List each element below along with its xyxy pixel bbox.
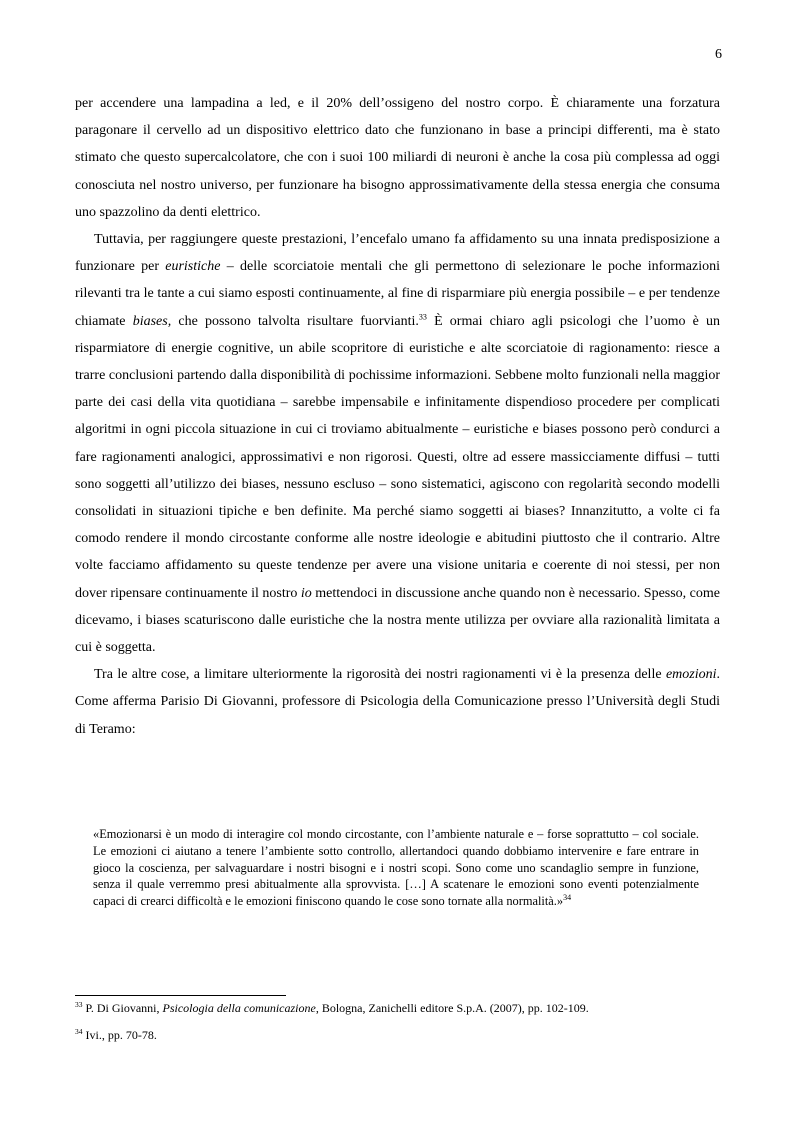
paragraph-2-seg-4: È ormai chiaro agli psicologi che l’uomo è un risparmiatore di energie cognitive, un abile scopritore di euristiche e alte scorciatoie di ragionamento: riesce a trarre conclusioni partendo dalla disponibilità di pochissime informazioni. Sebbene molto funzionali nella maggior parte dei casi della vita quotidiana – sarebbe impensabile e infinitamente dispendioso procedere per complicati algoritmi in ogni piccola situazione in cui ci troviamo abitualmente – euristiche e biases possono però condurci a fare ragionamenti analogici, approssimativi e non rigorosi. Questi, oltre ad essere massicciamente diffusi – tutti sono soggetti all’utilizzo dei biases, nessuno escluso – sono sistematici, agiscono con regolarità secondo modelli consolidati in situazioni tipiche e ben definite. Ma perché siamo soggetti ai biases? Innanzitutto, a volte ci fa comodo rendere il mondo circostante conforme alle nostre ideologie e abitudini piuttosto che il contrario. Altre volte facciamo affidamento su queste tendenze per avere una visione unitaria e coerente di noi stessi, per non dover ripensare continuamente il nostro bbox=[75, 313, 721, 601]
paragraph-3-seg-2: . Come afferma Parisio Di Giovanni, professore di Psicologia della Comunicazione presso l’Università degli Studi di Teramo: bbox=[75, 667, 720, 737]
footnote-number: 33 bbox=[75, 1000, 83, 1009]
footnote-34 bbox=[75, 1026, 720, 1044]
paragraph-2-seg-2: – delle scorciatoie mentali che gli permettono di selezionare le poche informazioni rilevanti tra le tante a cui siamo esposti continuamente, al fine di risparmiare più energia possibile – e per tendenze chiamate bbox=[75, 259, 721, 329]
term-biases: biases, bbox=[132, 313, 172, 329]
footnote-34-text: Ivi., pp. 70-78. bbox=[82, 1028, 157, 1042]
term-io: io bbox=[300, 585, 312, 601]
term-euristiche: euristiche bbox=[165, 259, 221, 275]
page-number: 6 bbox=[715, 47, 722, 62]
paragraph-2 bbox=[75, 226, 720, 661]
body-text bbox=[75, 90, 720, 743]
block-quote-text: «Emozionarsi è un modo di interagire col mondo circostante, con l’ambiente naturale e – forse soprattutto – col sociale. Le emozioni ci aiutano a tenere l’ambiente sotto controllo, allertandoci quando dobbiamo intervenire e fare entrare in gioco la coscienza, per salvaguardare i nostri bisogni e i nostri scopi. Sono come uno scandaglio sempre in funzione, senza il quale verremmo presi abitualmente alla sprovvista. […] A scatenare le emozioni sono eventi potenzialmente capaci di crearci difficoltà e le emozioni finiscono quando le cose sono tornate alla normalità.» bbox=[93, 827, 699, 909]
paragraph-1 bbox=[75, 90, 720, 226]
block-quote bbox=[93, 826, 699, 910]
footnote-33-post: , Bologna, Zanichelli editore S.p.A. (2007), pp. 102-109. bbox=[315, 1001, 589, 1015]
block-quote-paragraph bbox=[93, 826, 699, 910]
footnote-33 bbox=[75, 999, 720, 1017]
paragraph-2-seg-3: che possono talvolta risultare fuorvianti. bbox=[171, 313, 419, 329]
footnote-33-title: Psicologia della comunicazione bbox=[162, 1001, 316, 1015]
paragraph-3-seg-1: Tra le altre cose, a limitare ulteriormente la rigorosità dei nostri ragionamenti vi è la presenza delle bbox=[94, 667, 666, 683]
paragraph-3 bbox=[75, 661, 720, 743]
term-emozioni: emozioni bbox=[665, 667, 717, 683]
paragraph-1-text: per accendere una lampadina a led, e il 20% dell’ossigeno del nostro corpo. È chiaramente una forzatura paragonare il cervello ad un dispositivo elettrico dato che funzionano in base a principi differenti, ma è stato stimato che questo supercalcolatore, che con i suoi 100 miliardi di neuroni è anche la cosa più complessa ad oggi conosciuta nel nostro universo, per funzionare ha bisogno approssimativamente della stessa energia che consuma uno spazzolino da denti elettrico. bbox=[75, 96, 720, 220]
paragraph-2-seg-5: mettendoci in discussione anche quando non è necessario. Spesso, come dicevamo, i biases scaturiscono dalle euristiche che la nostra mente utilizza per ovviare alla razionalità limitata a cui è soggetta. bbox=[75, 585, 720, 656]
footnote-ref-34[interactable]: 34 bbox=[563, 893, 572, 903]
paragraph-2-seg-1: Tuttavia, per raggiungere queste prestazioni, l’encefalo umano fa affidamento su una innata predisposizione a funzionare per bbox=[75, 232, 720, 275]
footnote-number: 34 bbox=[75, 1027, 83, 1036]
footnote-33-pre: P. Di Giovanni, bbox=[82, 1001, 163, 1015]
footnote-ref-33[interactable]: 33 bbox=[418, 311, 427, 321]
footnote-separator bbox=[75, 995, 286, 996]
footnotes bbox=[75, 999, 720, 1053]
